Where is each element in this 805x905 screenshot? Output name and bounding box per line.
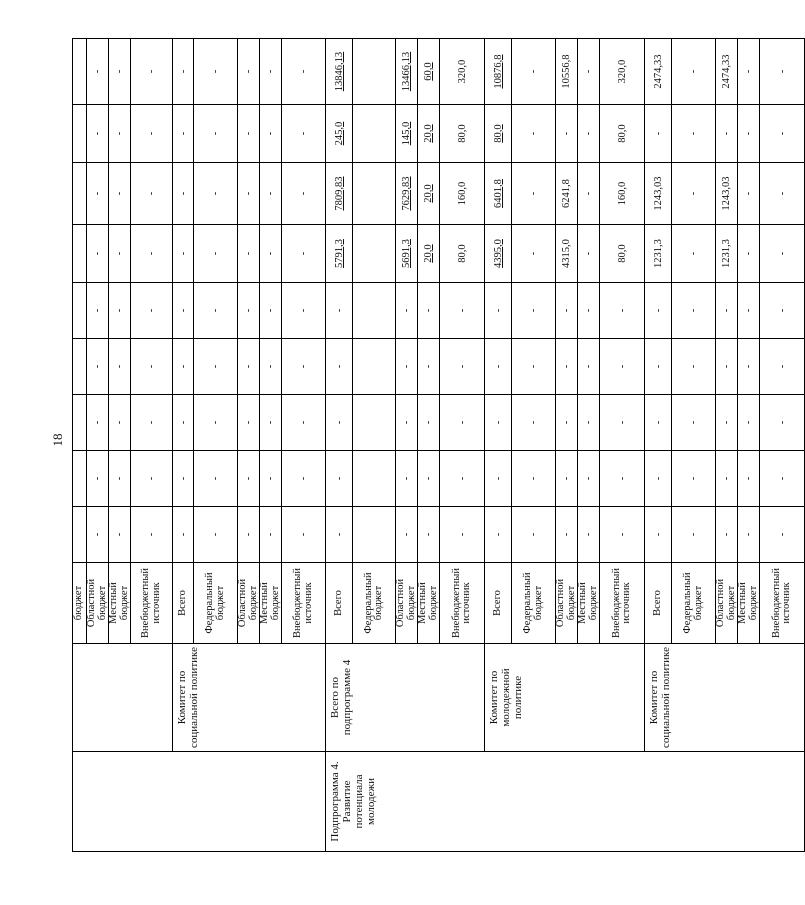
- value-cell: -: [194, 395, 238, 451]
- value-cell: -: [238, 225, 260, 283]
- value-cell: -: [760, 507, 805, 563]
- value-cell: -: [238, 339, 260, 395]
- value-cell: [73, 163, 87, 225]
- value-cell: -: [260, 105, 282, 163]
- value-cell: [73, 39, 87, 105]
- value-cell: -: [738, 395, 760, 451]
- funding-source-cell: Областной бюджет: [238, 563, 260, 644]
- value-cell: -: [760, 395, 805, 451]
- value-cell: -: [672, 39, 716, 105]
- value-cell: -: [131, 451, 173, 507]
- value-cell: -: [282, 283, 326, 339]
- value-cell: -: [556, 507, 578, 563]
- value-cell: -: [109, 283, 131, 339]
- funding-source-cell: Федеральный бюджет: [194, 563, 238, 644]
- value-cell: -: [645, 507, 672, 563]
- value-cell: -: [738, 163, 760, 225]
- value-cell: -: [578, 283, 600, 339]
- value-cell: -: [760, 163, 805, 225]
- value-cell: -: [87, 39, 109, 105]
- value-cell: -: [282, 507, 326, 563]
- value-cell: -: [440, 507, 485, 563]
- page-number: 18: [50, 433, 65, 447]
- value-cell: -: [512, 225, 556, 283]
- value-cell: -: [173, 395, 194, 451]
- executor-cell: Комитет по молодежной политике: [485, 644, 645, 752]
- value-cell: -: [194, 163, 238, 225]
- value-cell: -: [512, 39, 556, 105]
- value-cell: 160,0: [600, 163, 645, 225]
- value-cell: -: [672, 283, 716, 339]
- value-cell: -: [260, 395, 282, 451]
- value-cell: -: [418, 451, 440, 507]
- value-cell: [73, 105, 87, 163]
- value-cell: -: [87, 395, 109, 451]
- table-row: [645, 39, 672, 852]
- funding-source-cell: Местный бюджет: [738, 563, 760, 644]
- value-cell: -: [109, 507, 131, 563]
- value-cell: -: [109, 339, 131, 395]
- executor-cell: Комитет по социальной политике: [645, 644, 805, 752]
- value-cell: -: [760, 225, 805, 283]
- value-cell: [353, 105, 396, 163]
- value-cell: -: [260, 283, 282, 339]
- value-cell: -: [645, 105, 672, 163]
- value-cell: [353, 395, 396, 451]
- table-row: [485, 39, 512, 852]
- value-cell: -: [440, 451, 485, 507]
- value-cell: -: [738, 283, 760, 339]
- value-cell: -: [600, 283, 645, 339]
- value-cell: 20,0: [418, 225, 440, 283]
- value-cell: 320,0: [440, 39, 485, 105]
- value-cell: 7809,83: [326, 163, 353, 225]
- value-cell: -: [556, 105, 578, 163]
- value-cell: -: [238, 451, 260, 507]
- value-cell: 80,0: [485, 105, 512, 163]
- value-cell: 13466,13: [396, 39, 418, 105]
- value-cell: -: [738, 225, 760, 283]
- value-cell: -: [260, 339, 282, 395]
- value-cell: -: [760, 105, 805, 163]
- value-cell: [73, 283, 87, 339]
- funding-source-cell: Всего: [485, 563, 512, 644]
- value-cell: 80,0: [440, 105, 485, 163]
- value-cell: -: [578, 395, 600, 451]
- value-cell: 5791,3: [326, 225, 353, 283]
- value-cell: [73, 395, 87, 451]
- value-cell: -: [512, 451, 556, 507]
- value-cell: -: [87, 163, 109, 225]
- value-cell: -: [260, 163, 282, 225]
- executor-cell: [73, 644, 173, 752]
- value-cell: -: [131, 507, 173, 563]
- value-cell: -: [173, 163, 194, 225]
- value-cell: -: [672, 507, 716, 563]
- funding-source-cell: Федеральный бюджет: [353, 563, 396, 644]
- value-cell: -: [738, 39, 760, 105]
- value-cell: 80,0: [600, 225, 645, 283]
- funding-source-cell: Всего: [326, 563, 353, 644]
- value-cell: 2474,33: [716, 39, 738, 105]
- value-cell: -: [738, 507, 760, 563]
- value-cell: -: [578, 451, 600, 507]
- funding-source-cell: Местный бюджет: [109, 563, 131, 644]
- table-row: [326, 39, 353, 852]
- value-cell: -: [131, 395, 173, 451]
- funding-source-cell: Всего: [645, 563, 672, 644]
- value-cell: 10876,8: [485, 39, 512, 105]
- funding-source-cell: Федеральный бюджет: [512, 563, 556, 644]
- value-cell: 4395,0: [485, 225, 512, 283]
- value-cell: -: [238, 283, 260, 339]
- value-cell: -: [87, 225, 109, 283]
- value-cell: -: [326, 283, 353, 339]
- value-cell: 7629,83: [396, 163, 418, 225]
- value-cell: -: [672, 105, 716, 163]
- value-cell: -: [173, 451, 194, 507]
- value-cell: 1231,3: [645, 225, 672, 283]
- value-cell: -: [418, 339, 440, 395]
- rotated-table-container: [72, 39, 792, 852]
- value-cell: -: [282, 39, 326, 105]
- value-cell: -: [512, 507, 556, 563]
- value-cell: -: [738, 339, 760, 395]
- value-cell: -: [716, 395, 738, 451]
- value-cell: -: [760, 39, 805, 105]
- value-cell: -: [109, 451, 131, 507]
- value-cell: 6241,8: [556, 163, 578, 225]
- executor-cell: Комитет по социальной политике: [173, 644, 326, 752]
- value-cell: -: [87, 451, 109, 507]
- value-cell: -: [672, 339, 716, 395]
- value-cell: -: [131, 39, 173, 105]
- value-cell: -: [173, 283, 194, 339]
- value-cell: -: [282, 395, 326, 451]
- value-cell: 4315,0: [556, 225, 578, 283]
- value-cell: -: [578, 163, 600, 225]
- value-cell: -: [578, 105, 600, 163]
- value-cell: -: [645, 283, 672, 339]
- value-cell: -: [440, 283, 485, 339]
- value-cell: -: [194, 225, 238, 283]
- value-cell: -: [418, 507, 440, 563]
- value-cell: -: [194, 105, 238, 163]
- value-cell: -: [238, 105, 260, 163]
- value-cell: -: [396, 507, 418, 563]
- value-cell: -: [600, 451, 645, 507]
- funding-source-cell: Внебюджетный источник: [440, 563, 485, 644]
- funding-source-cell: Местный бюджет: [418, 563, 440, 644]
- value-cell: -: [672, 225, 716, 283]
- funding-source-cell: Внебюджетный источник: [131, 563, 173, 644]
- value-cell: -: [282, 105, 326, 163]
- value-cell: -: [556, 451, 578, 507]
- executor-cell: Всего по подпрограмме 4: [326, 644, 485, 752]
- value-cell: -: [556, 283, 578, 339]
- value-cell: -: [109, 163, 131, 225]
- value-cell: -: [760, 283, 805, 339]
- value-cell: -: [556, 339, 578, 395]
- value-cell: -: [131, 163, 173, 225]
- value-cell: -: [485, 507, 512, 563]
- value-cell: [353, 451, 396, 507]
- value-cell: -: [645, 339, 672, 395]
- value-cell: -: [131, 339, 173, 395]
- funding-source-cell: Внебюджетный источник: [282, 563, 326, 644]
- value-cell: -: [173, 507, 194, 563]
- value-cell: -: [238, 395, 260, 451]
- value-cell: -: [87, 283, 109, 339]
- value-cell: 60,0: [418, 39, 440, 105]
- value-cell: -: [173, 39, 194, 105]
- value-cell: -: [578, 507, 600, 563]
- value-cell: -: [485, 339, 512, 395]
- value-cell: 80,0: [440, 225, 485, 283]
- value-cell: -: [260, 451, 282, 507]
- funding-source-cell: Федеральный бюджет: [672, 563, 716, 644]
- value-cell: -: [418, 395, 440, 451]
- value-cell: -: [109, 395, 131, 451]
- value-cell: [353, 39, 396, 105]
- budget-table-body: [73, 39, 805, 852]
- value-cell: -: [282, 451, 326, 507]
- value-cell: -: [326, 507, 353, 563]
- value-cell: -: [396, 283, 418, 339]
- value-cell: -: [282, 163, 326, 225]
- value-cell: -: [485, 283, 512, 339]
- value-cell: 20,0: [418, 105, 440, 163]
- value-cell: -: [485, 395, 512, 451]
- value-cell: -: [440, 395, 485, 451]
- value-cell: -: [672, 451, 716, 507]
- value-cell: -: [578, 339, 600, 395]
- value-cell: -: [194, 451, 238, 507]
- value-cell: 10556,8: [556, 39, 578, 105]
- funding-source-cell: Внебюджетный источник: [760, 563, 805, 644]
- value-cell: -: [131, 105, 173, 163]
- value-cell: -: [578, 225, 600, 283]
- value-cell: -: [512, 105, 556, 163]
- value-cell: -: [238, 39, 260, 105]
- value-cell: -: [238, 163, 260, 225]
- value-cell: 320,0: [600, 39, 645, 105]
- value-cell: -: [282, 225, 326, 283]
- table-row: [173, 39, 194, 852]
- funding-source-cell: Областной бюджет: [396, 563, 418, 644]
- value-cell: -: [600, 395, 645, 451]
- value-cell: 245,0: [326, 105, 353, 163]
- value-cell: -: [326, 395, 353, 451]
- value-cell: -: [194, 507, 238, 563]
- value-cell: -: [738, 451, 760, 507]
- value-cell: -: [326, 339, 353, 395]
- value-cell: -: [600, 507, 645, 563]
- value-cell: -: [87, 339, 109, 395]
- value-cell: -: [396, 451, 418, 507]
- value-cell: [73, 339, 87, 395]
- value-cell: -: [760, 451, 805, 507]
- value-cell: -: [645, 451, 672, 507]
- funding-source-cell: Местный бюджет: [260, 563, 282, 644]
- value-cell: -: [418, 283, 440, 339]
- value-cell: -: [396, 339, 418, 395]
- value-cell: -: [260, 507, 282, 563]
- value-cell: [73, 507, 87, 563]
- value-cell: 145,0: [396, 105, 418, 163]
- value-cell: 1243,03: [645, 163, 672, 225]
- funding-source-cell: Местный бюджет: [578, 563, 600, 644]
- value-cell: -: [645, 395, 672, 451]
- value-cell: 20,0: [418, 163, 440, 225]
- value-cell: -: [109, 105, 131, 163]
- funding-source-cell: Областной бюджет: [556, 563, 578, 644]
- funding-source-cell: Внебюджетный источник: [600, 563, 645, 644]
- value-cell: 80,0: [600, 105, 645, 163]
- value-cell: -: [173, 105, 194, 163]
- value-cell: -: [282, 339, 326, 395]
- value-cell: [73, 225, 87, 283]
- value-cell: 1231,3: [716, 225, 738, 283]
- value-cell: 160,0: [440, 163, 485, 225]
- value-cell: -: [512, 395, 556, 451]
- value-cell: -: [87, 507, 109, 563]
- table-row: [73, 39, 87, 852]
- value-cell: 5691,3: [396, 225, 418, 283]
- value-cell: -: [87, 105, 109, 163]
- value-cell: -: [238, 507, 260, 563]
- value-cell: -: [131, 225, 173, 283]
- value-cell: -: [109, 225, 131, 283]
- funding-source-cell: Всего: [173, 563, 194, 644]
- value-cell: -: [173, 339, 194, 395]
- value-cell: -: [716, 283, 738, 339]
- value-cell: 1243,03: [716, 163, 738, 225]
- value-cell: -: [672, 395, 716, 451]
- value-cell: [353, 163, 396, 225]
- value-cell: [353, 225, 396, 283]
- value-cell: -: [672, 163, 716, 225]
- value-cell: -: [396, 395, 418, 451]
- value-cell: -: [716, 451, 738, 507]
- value-cell: -: [485, 451, 512, 507]
- budget-table: [72, 38, 805, 852]
- value-cell: -: [512, 339, 556, 395]
- value-cell: -: [716, 339, 738, 395]
- value-cell: -: [600, 339, 645, 395]
- value-cell: -: [131, 283, 173, 339]
- value-cell: -: [716, 507, 738, 563]
- value-cell: -: [260, 225, 282, 283]
- value-cell: -: [512, 283, 556, 339]
- value-cell: -: [194, 283, 238, 339]
- value-cell: -: [716, 105, 738, 163]
- program-name-cell: Подпрограмма 4. Развитие потенциала молодежи: [326, 752, 805, 852]
- value-cell: -: [194, 339, 238, 395]
- value-cell: -: [738, 105, 760, 163]
- value-cell: -: [326, 451, 353, 507]
- value-cell: [353, 339, 396, 395]
- value-cell: -: [760, 339, 805, 395]
- value-cell: 13846,13: [326, 39, 353, 105]
- value-cell: -: [194, 39, 238, 105]
- value-cell: 6401,8: [485, 163, 512, 225]
- program-name-cell: [73, 752, 326, 852]
- value-cell: -: [512, 163, 556, 225]
- funding-source-cell: Областной бюджет: [87, 563, 109, 644]
- value-cell: [73, 451, 87, 507]
- value-cell: -: [109, 39, 131, 105]
- funding-source-cell: Областной бюджет: [716, 563, 738, 644]
- funding-source-cell: бюджет: [73, 563, 87, 644]
- value-cell: -: [260, 39, 282, 105]
- value-cell: -: [440, 339, 485, 395]
- value-cell: -: [173, 225, 194, 283]
- value-cell: -: [578, 39, 600, 105]
- value-cell: [353, 283, 396, 339]
- value-cell: 2474,33: [645, 39, 672, 105]
- value-cell: [353, 507, 396, 563]
- value-cell: -: [556, 395, 578, 451]
